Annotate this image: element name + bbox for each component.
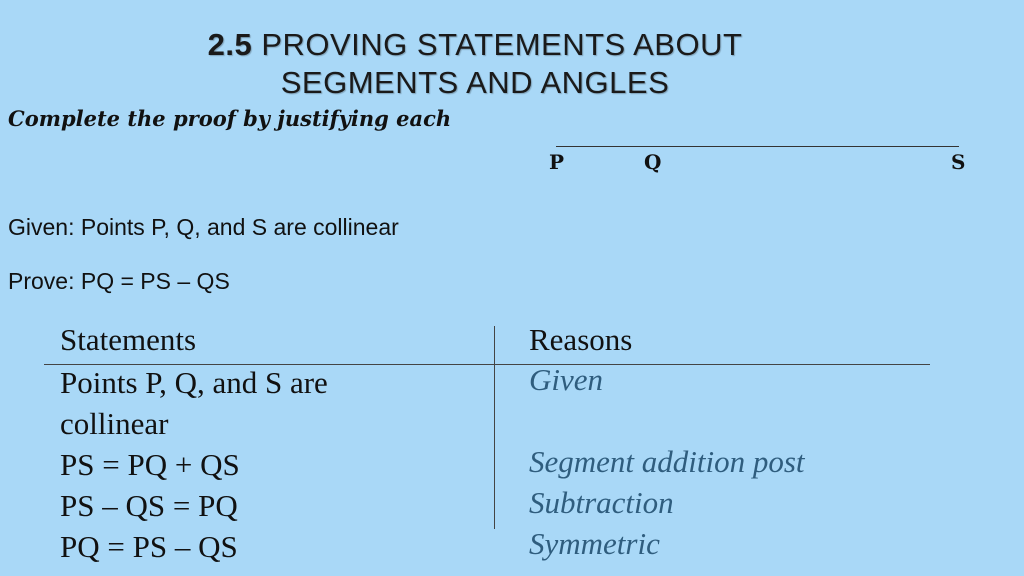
segment-line: [556, 146, 959, 147]
proof-table: [44, 322, 930, 572]
section-number: 2.5: [207, 27, 253, 62]
point-p-label: P: [549, 150, 565, 174]
point-s-label: S: [951, 150, 966, 174]
title-line-2: SEGMENTS AND ANGLES: [280, 65, 670, 100]
prove-statement: Prove: PQ = PS – QS: [8, 268, 230, 294]
reason-4: Symmetric: [529, 526, 660, 561]
statement-1-line-2: collinear: [60, 406, 169, 441]
given-statement: Given: Points P, Q, and S are collinear: [8, 214, 399, 240]
reason-3: Subtraction: [529, 485, 674, 520]
instruction-text: Complete the proof by justifying each: [8, 106, 452, 131]
reason-2: Segment addition post: [529, 444, 805, 479]
statements-header: Statements: [60, 322, 197, 357]
reasons-header: Reasons: [529, 322, 633, 357]
statement-2: PS = PQ + QS: [60, 447, 240, 482]
point-q-label: Q: [644, 150, 662, 174]
statement-4: PQ = PS – QS: [60, 529, 238, 564]
page-title: [0, 26, 950, 102]
reason-1: Given: [529, 362, 604, 397]
column-divider: [494, 326, 495, 529]
statement-3: PS – QS = PQ: [60, 488, 238, 523]
title-text-1: PROVING STATEMENTS ABOUT: [261, 27, 743, 62]
statement-1-line-1: Points P, Q, and S are: [60, 365, 328, 400]
title-line-1: [0, 26, 950, 64]
